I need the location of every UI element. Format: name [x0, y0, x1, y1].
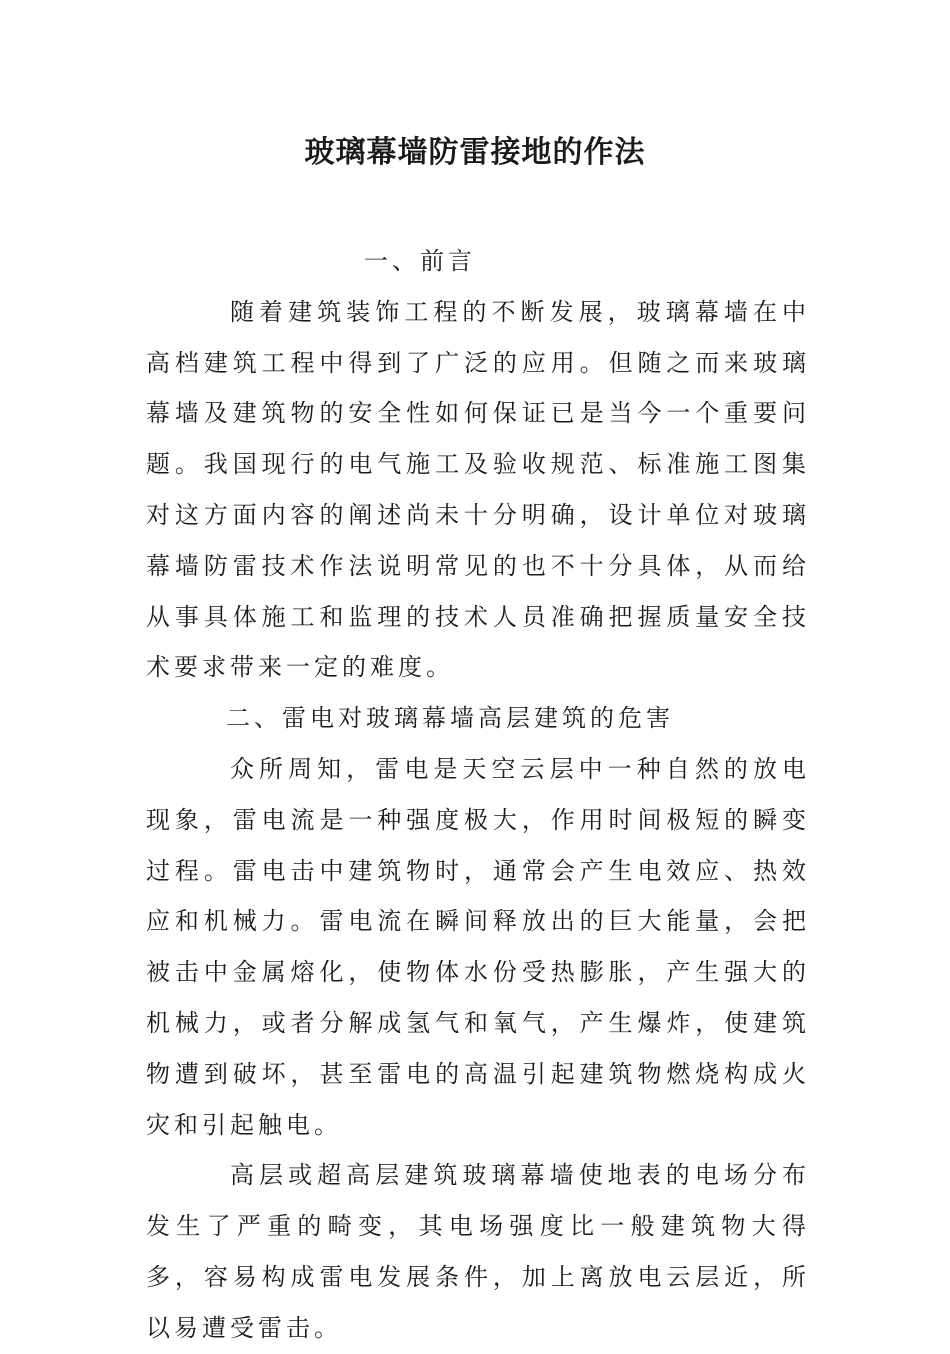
section-heading-lightning-hazards: 二、雷电对玻璃幕墙高层建筑的危害: [226, 704, 674, 733]
paragraph: 高层或超高层建筑玻璃幕墙使地表的电场分布发生了严重的畸变，其电场强度比一般建筑物大得多，容易构成雷电发展条件，加上离放电云层近，所以易遭受雷击。: [146, 1161, 810, 1342]
document-body: [146, 236, 810, 1354]
paragraph: 众所周知，雷电是天空云层中一种自然的放电现象，雷电流是一种强度极大，作用时间极短的瞬变过程。雷电击中建筑物时，通常会产生电效应、热效应和机械力。雷电流在瞬间释放出的巨大能量，会把被击中金属熔化，使物体水份受热膨胀，产生强大的机械力，或者分解成氢气和氧气，产生爆炸，使建筑物遭到破坏，甚至雷电的高温引起建筑物燃烧构成火灾和引起触电。: [146, 754, 810, 1139]
paragraph: 随着建筑装饰工程的不断发展，玻璃幕墙在中高档建筑工程中得到了广泛的应用。但随之而来玻璃幕墙及建筑物的安全性如何保证已是当今一个重要问题。我国现行的电气施工及验收规范、标准施工图集对这方面内容的阐述尚未十分明确，设计单位对玻璃幕墙防雷技术作法说明常见的也不十分具体，从而给从事具体施工和监理的技术人员准确把握质量安全技术要求带来一定的难度。: [146, 297, 810, 682]
document-title: 玻璃幕墙防雷接地的作法: [304, 135, 646, 170]
section-heading-preface: 一、前言: [364, 247, 476, 275]
